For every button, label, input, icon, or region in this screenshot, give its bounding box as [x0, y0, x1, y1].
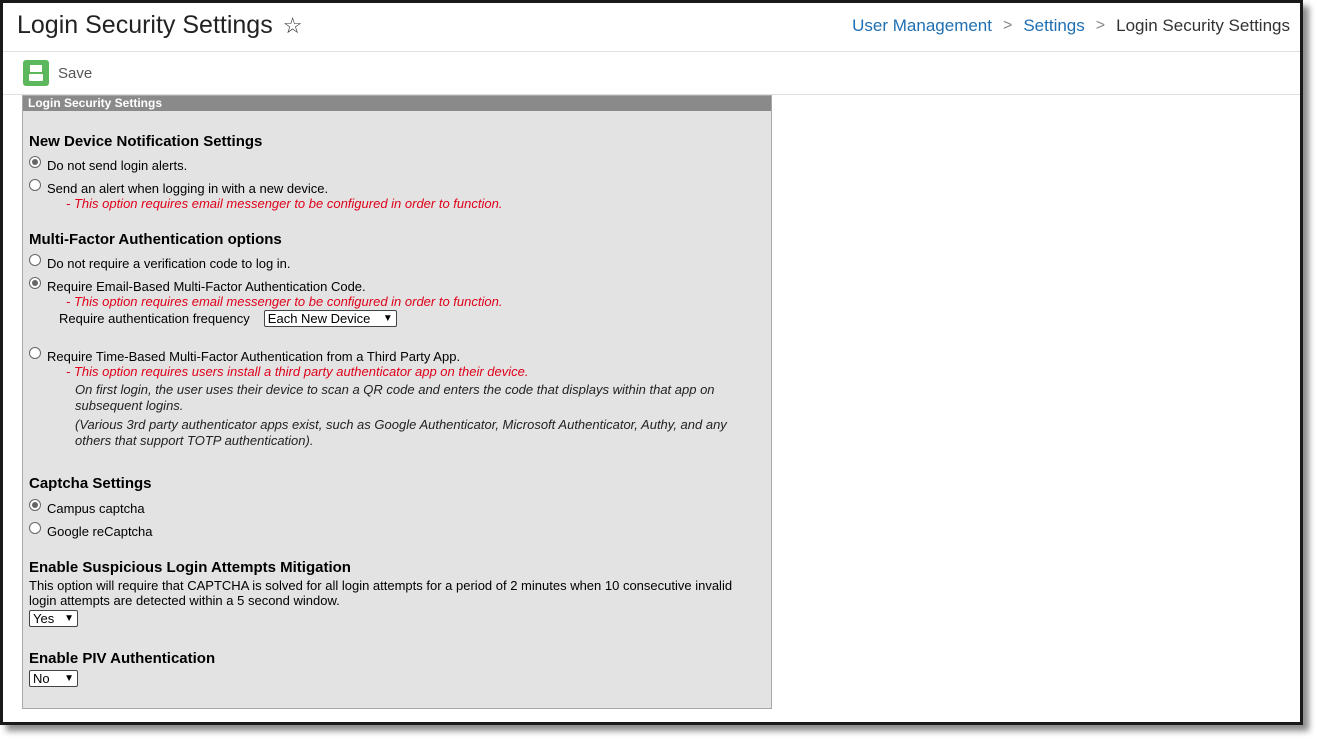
piv-section-title: Enable PIV Authentication — [29, 650, 216, 667]
new-device-option-2-note: - This option requires email messenger to be configured in order to function. — [66, 196, 503, 211]
breadcrumb-settings[interactable]: Settings — [1023, 16, 1085, 35]
chevron-down-icon: ▼ — [382, 313, 393, 324]
mfa-option-1 — [29, 256, 765, 271]
mfa-option-2-note: - This option requires email messenger to be configured in order to function. — [66, 294, 503, 309]
mfa-radio-1[interactable] — [29, 254, 41, 266]
suspicious-select[interactable] — [29, 610, 78, 627]
captcha-radio-2[interactable] — [29, 522, 41, 534]
breadcrumb-current: Login Security Settings — [1116, 16, 1290, 35]
panel-header: Login Security Settings — [23, 96, 771, 111]
new-device-option-2-label: Send an alert when logging in with a new device. — [47, 181, 329, 196]
chevron-right-icon: > — [1002, 17, 1013, 34]
mfa-option-2-label: Require Email-Based Multi-Factor Authentication Code. — [47, 279, 366, 294]
breadcrumb-user-management[interactable]: User Management — [852, 16, 992, 35]
mfa-option-3-label: Require Time-Based Multi-Factor Authentication from a Third Party App. — [47, 349, 461, 364]
mfa-option-3 — [29, 349, 765, 364]
mfa-frequency-row — [59, 310, 765, 327]
suspicious-select-value: Yes — [33, 611, 55, 626]
chevron-down-icon: ▼ — [64, 673, 74, 684]
save-button[interactable] — [23, 60, 92, 86]
piv-select[interactable] — [29, 670, 78, 687]
mfa-option-1-label: Do not require a verification code to log in. — [47, 256, 291, 271]
star-icon[interactable]: ☆ — [282, 12, 303, 38]
mfa-frequency-value: Each New Device — [267, 311, 371, 326]
captcha-option-1 — [29, 501, 765, 516]
piv-select-value: No — [33, 671, 50, 686]
captcha-option-1-label: Campus captcha — [47, 501, 145, 516]
new-device-option-1 — [29, 158, 765, 173]
suspicious-description: This option will require that CAPTCHA is solved for all login attempts for a period of 2 minutes when 10 consecutive invalid login attempts are detected within a 5 second window. — [29, 578, 733, 608]
action-toolbar — [3, 52, 1300, 95]
page-header — [3, 3, 1300, 52]
captcha-option-2-label: Google reCaptcha — [47, 524, 153, 539]
captcha-radio-1[interactable] — [29, 499, 41, 511]
page-title — [17, 11, 302, 40]
mfa-option-3-desc-1: On first login, the user uses their device to scan a QR code and enters the code that displays within that app on subsequent logins. — [75, 382, 715, 413]
breadcrumb — [852, 16, 1290, 36]
mfa-option-3-desc-2: (Various 3rd party authenticator apps exist, such as Google Authenticator, Microsoft Authenticator, Authy, and any others that support TOTP authentication). — [75, 417, 727, 448]
new-device-option-2 — [29, 181, 765, 196]
captcha-section-title: Captcha Settings — [29, 475, 152, 492]
mfa-frequency-label: Require authentication frequency — [59, 311, 250, 326]
mfa-option-3-note: - This option requires users install a third party authenticator app on their device. — [66, 364, 529, 379]
new-device-section-title: New Device Notification Settings — [29, 133, 263, 150]
mfa-option-2 — [29, 279, 765, 294]
mfa-frequency-select[interactable] — [264, 310, 397, 327]
page-title-text: Login Security Settings — [17, 11, 273, 39]
mfa-radio-3[interactable] — [29, 347, 41, 359]
suspicious-section-title: Enable Suspicious Login Attempts Mitigation — [29, 559, 351, 576]
new-device-option-1-label: Do not send login alerts. — [47, 158, 188, 173]
save-label: Save — [58, 64, 93, 82]
new-device-radio-2[interactable] — [29, 179, 41, 191]
chevron-down-icon: ▼ — [64, 613, 74, 624]
new-device-radio-1[interactable] — [29, 156, 41, 168]
save-icon — [23, 60, 49, 86]
chevron-right-icon: > — [1095, 17, 1106, 34]
mfa-radio-2[interactable] — [29, 277, 41, 289]
settings-panel — [22, 95, 772, 709]
mfa-section-title: Multi-Factor Authentication options — [29, 231, 282, 248]
captcha-option-2 — [29, 524, 765, 539]
